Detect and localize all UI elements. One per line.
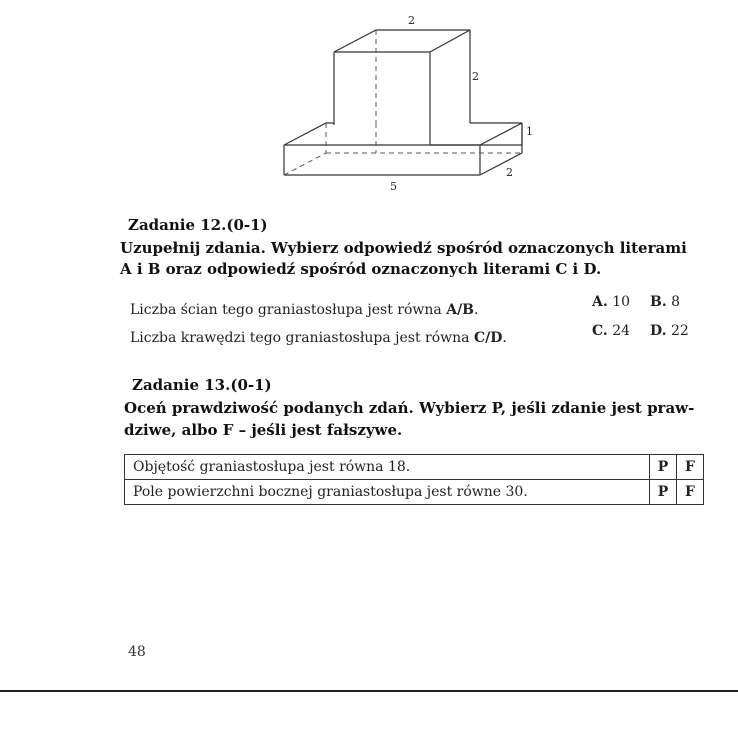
page-number: 48 (128, 644, 146, 660)
sentence1-choice[interactable]: A/B (446, 302, 475, 318)
option-d-value: 22 (670, 323, 689, 339)
answer-f-button[interactable]: F (677, 480, 704, 505)
label-base-height: 1 (526, 125, 533, 138)
option-c-value: 24 (612, 323, 631, 339)
prism-figure (270, 10, 540, 195)
task12-title: Zadanie 12.(0-1) (128, 216, 268, 234)
answer-p-button[interactable]: P (650, 480, 677, 505)
sentence2-end: . (502, 330, 507, 346)
sentence1-text: Liczba ścian tego graniastosłupa jest równa (130, 302, 447, 318)
sentence2-choice[interactable]: C/D (473, 330, 503, 346)
task12-sentence1 (130, 302, 478, 318)
prism-drawing (270, 10, 540, 195)
page-bottom-rule (0, 690, 738, 692)
option-c[interactable] (592, 323, 630, 339)
task12-instruction-line2: A i B oraz odpowiedź spośród oznaczonych literami C i D. (120, 260, 602, 278)
label-upper-height: 2 (472, 70, 479, 83)
option-a-value: 10 (612, 294, 631, 310)
statement-cell: Pole powierzchni bocznej graniastosłupa jest równe 30. (125, 480, 650, 505)
label-top-width: 2 (408, 14, 415, 27)
option-b[interactable] (650, 294, 680, 310)
task13-title: Zadanie 13.(0-1) (132, 376, 272, 394)
sentence1-end: . (474, 302, 479, 318)
option-a[interactable] (592, 294, 630, 310)
option-a-letter: A. (592, 294, 608, 310)
table-row (125, 455, 704, 480)
statement-cell: Objętość graniastosłupa jest równa 18. (125, 455, 650, 480)
option-d[interactable] (650, 323, 689, 339)
option-d-letter: D. (650, 323, 667, 339)
option-b-value: 8 (671, 294, 681, 310)
label-base-length: 5 (390, 180, 397, 193)
option-b-letter: B. (650, 294, 667, 310)
option-c-letter: C. (592, 323, 608, 339)
answer-f-button[interactable]: F (677, 455, 704, 480)
table-row (125, 480, 704, 505)
sentence2-text: Liczba krawędzi tego graniastosłupa jest równa (130, 330, 474, 346)
true-false-table (124, 454, 704, 505)
label-base-depth: 2 (506, 166, 513, 179)
answer-p-button[interactable]: P (650, 455, 677, 480)
task13-instruction-line1: Oceń prawdziwość podanych zdań. Wybierz P, jeśli zdanie jest praw- (124, 399, 695, 417)
task13-instruction-line2: dziwe, albo F – jeśli jest fałszywe. (124, 421, 403, 439)
task12-instruction-line1: Uzupełnij zdania. Wybierz odpowiedź spośród oznaczonych literami (120, 239, 687, 257)
task12-sentence2 (130, 330, 507, 346)
